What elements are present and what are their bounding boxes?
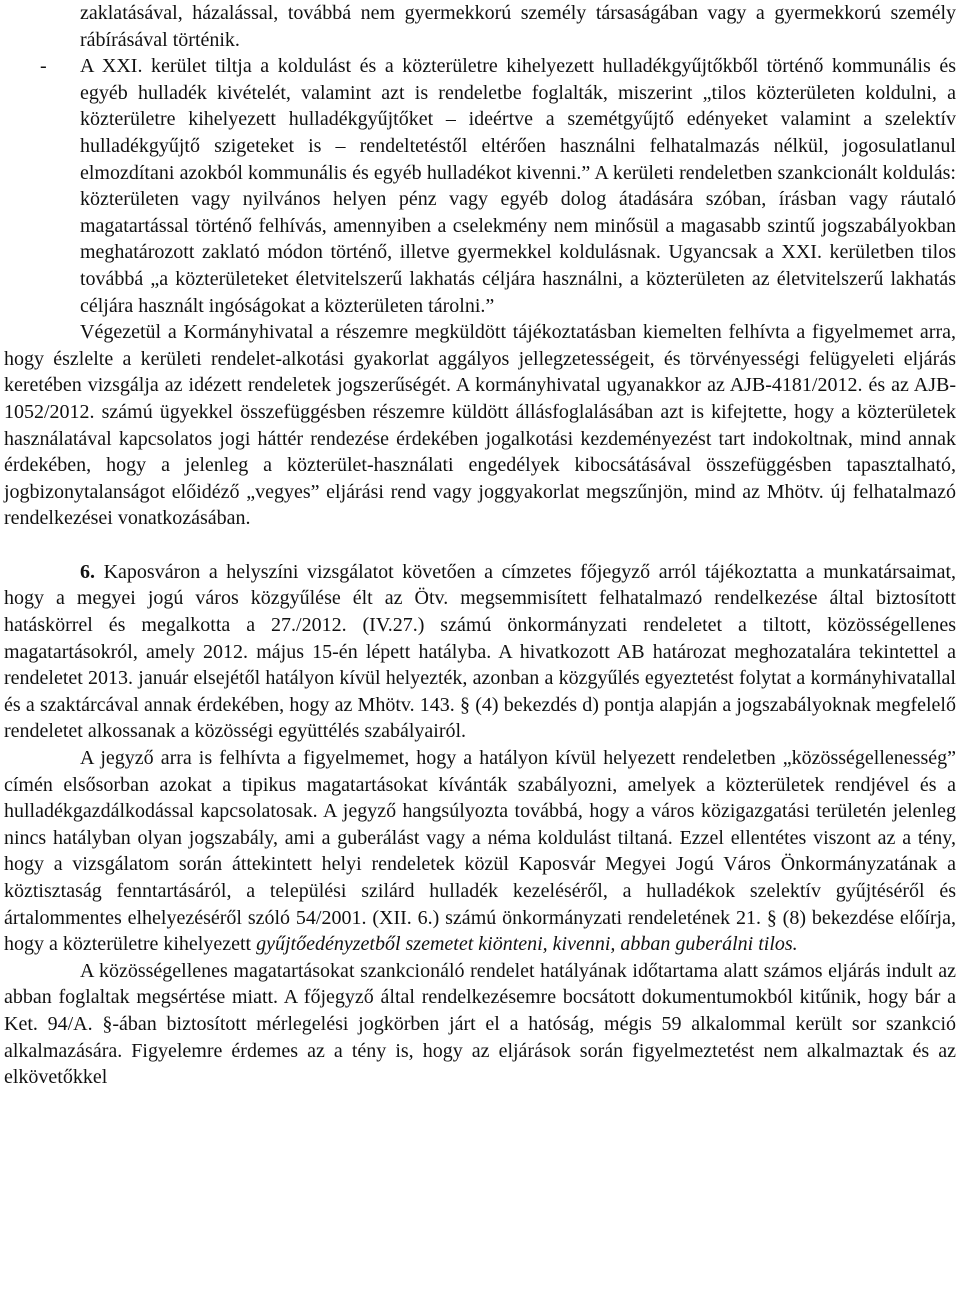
section-number: 6. (80, 560, 95, 583)
paragraph-section-6 (0, 559, 960, 745)
paragraph-kormanyhivatal: Végezetül a Kormányhivatal a részemre megküldött tájékoztatásban kiemelten felhívta a figyelmemet arra, hogy észlelte a kerületi rendelet-alkotási gyakorlat aggályos jellegzetességeit, és törvényességi felügyeleti eljárás keretében vizsgálja az idézett rendeletek jogszerűségét. A kormányhivatal ugyanakkor az AJB-4181/2012. és az AJB-1052/2012. számú ügyekkel összefüggésben részemre küldött állásfoglalásában azt is kifejtette, hogy a közterületek használatával kapcsolatos jogi háttér rendezése érdekében jogalkotási kezdeményezést tart indokoltnak, mind annak érdekében, hogy a jelenleg a közterület-használati engedélyek kibocsátásával összefüggésben tapasztalható, jogbizonytalanságot előidéző „vegyes” eljárási rend vagy joggyakorlat megszűnjön, mind az Mhötv. új felhatalmazó rendelkezései vonatkozásában. (4, 321, 956, 530)
bullet-paragraph-xxi-district (0, 53, 960, 319)
paragraph-continuation: zaklatásával, házalással, továbbá nem gyermekkorú személy társaságában vagy a gyermekkorú személy rábírásával történik. (80, 2, 956, 51)
paragraph-jegyzo-italic-quote: gyűjtőedényzetből szemetet kiönteni, kivenni, abban guberálni tilos. (256, 933, 798, 956)
paragraph-gap (0, 532, 960, 559)
paragraph-jegyzo (0, 745, 960, 958)
paragraph-jegyzo-text: A jegyző arra is felhívta a figyelmemet, hogy a hatályon kívül helyezett rendeletben „közösségellenesség” címén elsősorban azokat a tipikus magatartásokat kívánták szabályozni, amelyek a közterületek rendjével és a hulladékgazdálkodással kapcsolatosak. A jegyző hangsúlyozta továbbá, hogy a város közigazgatási területén jelenleg nincs hatályban olyan jogszabály, ami a guberálást vagy a néma koldulást tiltaná. Ezzel ellentétes viszont az a tény, hogy a vizsgálatom során áttekintett helyi rendeletek közül Kaposvár Megyei Jogú Város Önkormányzatának a köztisztaság fenntartásáról, a települési szilárd hulladék kezeléséről, a hulladékok szelektív gyűjtéséről és ártalommentes elhelyezéséről szóló 54/2001. (XII. 6.) számú önkormányzati rendeletének 21. § (8) bekezdése előírja, hogy a közterületre kihelyezett (4, 747, 956, 956)
bullet-paragraph-text: A XXI. kerület tiltja a koldulást és a közterületre kihelyezett hulladékgyűjtőkből történő kommunális és egyéb hulladék kivételét, valamint azt is rendeletbe foglalták, miszerint „tilos közterületen koldulni, a közterületre kihelyezett hulladékgyűjtőket – ideértve a szemétgyűjtő edényeket valamint a szelektív hulladékgyűjtő szigeteket is – rendeltetéstől eltérően használni felhatalmazás nélkül, jogosulatlanul elmozdítani azokból kommunális és egyéb hulladékot kivenni.” A kerületi rendeletben szankcionált koldulás: közterületen vagy nyilvános helyen pénz vagy egyéb dolog átadására szóban, írásban vagy ráutaló magatartással történő felhívás, amennyiben a cselekmény nem minősül a magasabb szintű jogszabályokban meghatározott zaklató módon történő, illetve gyermekkel koldulásnak. Ugyancsak a XXI. kerületben tilos továbbá „a közterületeket életvitelszerű lakhatás céljára használni, a közterületen az életvitelszerű lakhatás céljára használt ingóságokat a közterületen tárolni.” (80, 55, 956, 317)
bullet-dash: - (40, 55, 47, 78)
section-6-text: Kaposváron a helyszíni vizsgálatot követően a címzetes főjegyző arról tájékoztatta a munkatársaimat, hogy a megyei jogú város közgyűlése élt az Ötv. megsemmisített felhatalmazó rendelkezése által biztosított hatáskörrel és megalkotta a 27./2012. (IV.27.) számú önkormányzati rendeletet a tiltott, közösségellenes magatartásokról, amely 2012. május 15-én lépett hatályba. A hivatkozott AB határozat meghozatalára tekintettel a rendeletet 2013. január elsejétől hatályon kívül helyezték, azonban a közgyűlés egyeztetést folytat a kormányhivatallal és a szaktárcával annak érdekében, hogy az Mhötv. 143. § (4) bekezdés d) pontja alapján a jogszabályoknak megfelelő rendeletet alkossanak a közösségi együttélés szabályairól. (4, 560, 956, 743)
paragraph-szankcio: A közösségellenes magatartásokat szankcionáló rendelet hatályának időtartama alatt számos eljárás indult az abban foglaltak megsértése miatt. A főjegyző által rendelkezésemre bocsátott dokumentumokból kitűnik, hogy bár a Ket. 94/A. §-ában biztosított mérlegelési jogkörben járt el a hatóság, mégis 59 alkalommal került sor szankció alkalmazására. Figyelemre érdemes az a tény is, hogy az eljárások során figyelmeztetést nem alkalmaztak és az elkövetőkkel (4, 959, 956, 1089)
